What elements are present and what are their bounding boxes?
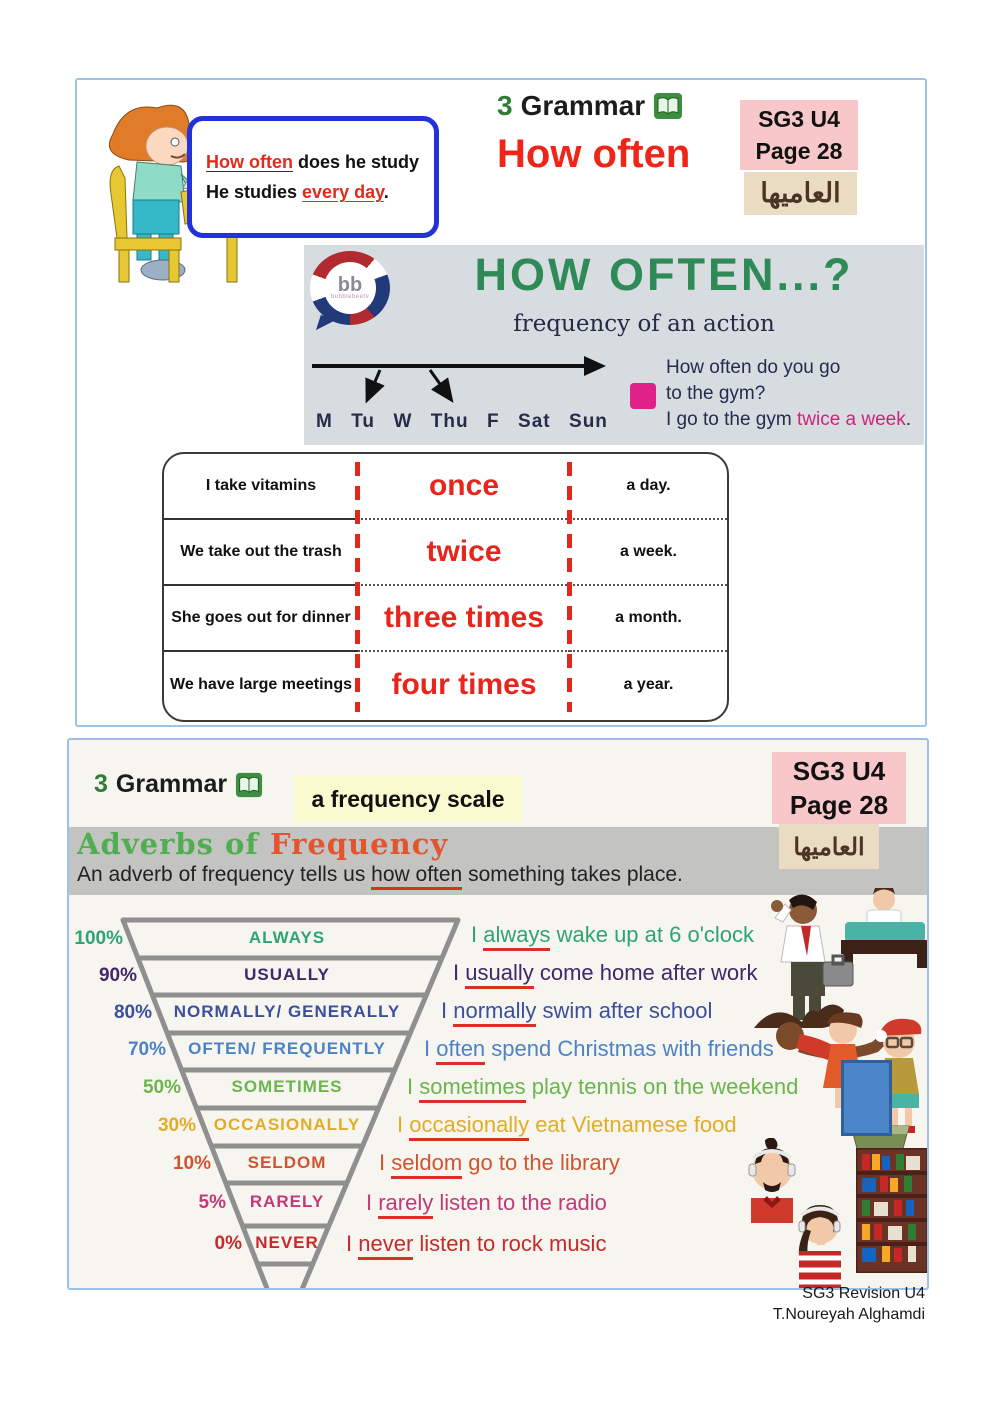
example-sentence [441,998,712,1024]
footer-credit [773,1283,925,1325]
magenta-square-icon [630,383,656,409]
funnel-label: OCCASIONALLY [213,1115,361,1134]
example-speech-box [187,116,439,238]
definition-highlight: how often [371,863,462,890]
example-sentence [471,922,754,948]
cell-times: twice [358,520,570,586]
funnel-percent: 100% [74,928,123,949]
logo-subtext: bubblebeetv [330,294,370,300]
cell-times: once [358,454,570,520]
cell-times: four times [391,668,537,701]
red-dashed-divider [355,462,360,712]
cell-period: a year. [623,676,674,693]
funnel-percent: 10% [172,1153,211,1174]
sentence-pre: I [424,1036,437,1061]
weekday-labels [316,411,608,433]
badge-line2: Page 28 [755,138,843,164]
arabic-stamp: العاميها [779,824,879,869]
badge-line1: SG3 U4 [792,756,886,786]
funnel-percent: 80% [113,1002,152,1023]
footer-line2: T.Noureyah Alghamdi [772,1306,925,1323]
sentence-rest: listen to the radio [433,1190,607,1215]
sentence-rest: go to the library [462,1150,620,1175]
logo-text: bb [337,274,363,296]
section-number: 3 [497,90,513,121]
speech-answer-end: . [383,182,389,202]
sentence-pre: I [366,1190,379,1215]
sentence-adverb: usually [465,960,533,989]
gym-answer-highlight: twice a week [796,409,906,430]
censored-blue-box [841,1060,892,1136]
week-timeline-arrow [304,348,634,410]
funnel-percent: 50% [142,1077,181,1098]
speech-answer-pre: He studies [206,182,303,202]
sentence-adverb: seldom [391,1150,462,1179]
heading-orange-part: Frequency [269,827,449,861]
table-row [164,652,727,718]
heading-green-part: Adverbs of [77,827,270,861]
green-book-icon [235,771,263,799]
funnel-percent: 5% [198,1192,226,1213]
badge-line1: SG3 U4 [758,106,840,132]
gym-answer-end: . [905,409,912,430]
day-label: Sat [518,411,551,432]
page-reference-badge [740,100,858,170]
speech-question [206,147,420,177]
gym-answer-pre: I go to the gym [666,409,797,430]
table-row [164,586,727,652]
red-dashed-divider [567,462,572,712]
sentence-adverb: never [358,1231,413,1260]
sentence-pre: I [453,960,466,985]
girl-headphones-illustration [787,1195,852,1288]
sentence-adverb: always [483,922,550,951]
panel-title: HOW OFTEN...? [474,249,854,300]
day-label: F [487,411,500,432]
gym-question-line2: to the gym? [666,383,766,404]
funnel-label: NEVER [255,1233,319,1252]
example-sentence [424,1036,774,1062]
speech-question-rest: does he study [293,152,420,172]
arabic-stamp: العاميها [744,172,857,215]
funnel-label: OFTEN/ FREQUENTLY [188,1039,386,1058]
day-label: Tu [351,411,376,432]
green-book-icon [653,91,683,121]
cell-subject: I take vitamins [164,454,358,520]
sentence-adverb: rarely [378,1190,433,1219]
gym-example-text [666,355,926,433]
adverbs-definition [77,863,683,887]
funnel-percent: 90% [98,965,137,986]
sentence-pre: I [441,998,454,1023]
speech-answer-highlight: every day [302,182,384,202]
panel-subtitle: frequency of an action [513,311,775,337]
sentence-pre: I [346,1231,359,1256]
bookshelf-illustration [856,1148,928,1273]
example-sentence [346,1231,606,1257]
speech-question-highlight: How often [206,152,293,172]
table-row [164,454,727,520]
section-label: Grammar [115,770,228,798]
example-sentence [379,1150,620,1176]
grammar-section-header [497,90,683,122]
gym-answer [666,407,926,433]
example-sentence [453,960,757,986]
cell-times: three times [358,586,570,652]
sentence-rest: wake up at 6 o'clock [550,922,755,947]
sentence-rest: listen to rock music [413,1231,607,1256]
adverbs-heading [77,827,448,861]
sentence-pre: I [379,1150,392,1175]
footer-line1: SG3 Revision U4 [802,1285,925,1302]
badge-line2: Page 28 [789,790,889,820]
sentence-pre: I [471,922,484,947]
sentence-pre: I [397,1112,410,1137]
logo-bubble [310,251,390,325]
funnel-percent: 70% [127,1039,166,1060]
cell-subject: She goes out for dinner [164,586,358,652]
example-sentence [397,1112,737,1138]
sentence-adverb: sometimes [419,1074,525,1103]
sentence-adverb: normally [453,998,536,1027]
frequency-table [162,452,729,722]
logo-tail [316,315,336,335]
section-label: Grammar [520,90,646,121]
day-label: Thu [430,411,469,432]
funnel-label: USUALLY [244,965,330,984]
gym-question-line1: How often do you go [666,357,841,378]
funnel-label: ALWAYS [248,928,326,947]
funnel-label: SELDOM [247,1153,327,1172]
section-number: 3 [94,770,108,798]
definition-pre: An adverb of frequency tells us [77,863,372,886]
top-slide [75,78,927,727]
page-reference-badge [772,752,906,824]
topic-highlight-label: a frequency scale [294,776,522,822]
sentence-adverb: occasionally [409,1112,529,1141]
funnel-percent: 30% [157,1115,196,1136]
day-label: W [393,411,413,432]
sentence-pre: I [407,1074,420,1099]
sentence-rest: swim after school [536,998,713,1023]
sentence-adverb: often [436,1036,485,1065]
funnel-label: NORMALLY/ GENERALLY [173,1002,401,1021]
cell-period: a week. [570,520,727,586]
cell-period: a month. [570,586,727,652]
funnel-label: SOMETIMES [231,1077,343,1096]
day-label: Sun [569,411,608,432]
cell-period: a day. [570,454,727,520]
day-label: M [316,411,333,432]
page-title: How often [497,132,691,176]
funnel-label: RARELY [249,1192,325,1211]
grammar-section-header [94,770,263,799]
how-often-panel [304,245,924,445]
table-row [164,520,727,586]
cell-subject: We take out the trash [164,520,358,586]
cell-subject: We have large meetings [170,676,352,693]
sentence-rest: spend Christmas with friends [485,1036,774,1061]
definition-post: something takes place. [462,863,683,886]
sentence-rest: come home after work [533,960,758,985]
example-sentence [366,1190,607,1216]
sentence-rest: play tennis on the weekend [525,1074,799,1099]
bubblebee-logo [310,251,396,337]
speech-answer [206,177,420,207]
sentence-rest: eat Vietnamese food [529,1112,737,1137]
funnel-percent: 0% [214,1233,242,1254]
bottom-slide [67,738,929,1290]
